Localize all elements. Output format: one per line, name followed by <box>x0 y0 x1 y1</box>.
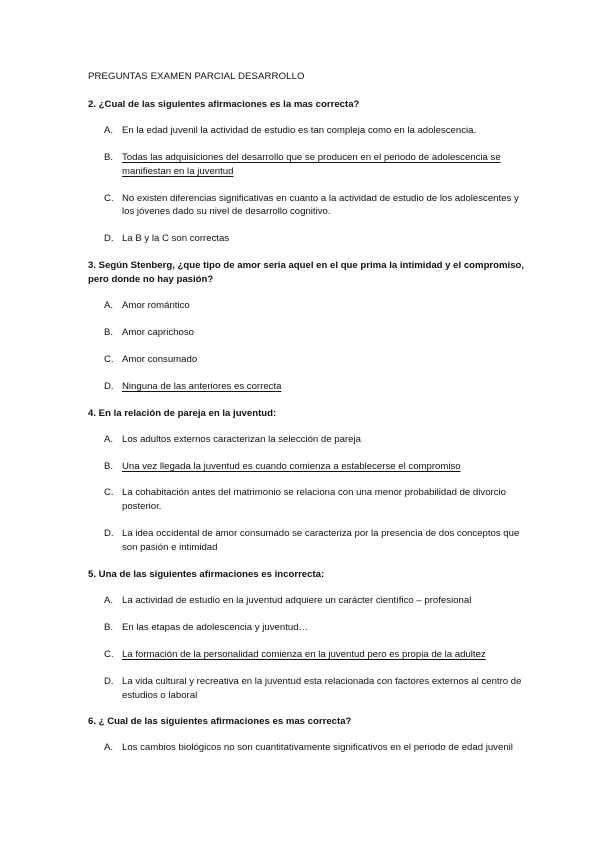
options-list <box>88 741 528 755</box>
option-letter: A. <box>104 594 114 606</box>
option-text: La vida cultural y recreativa en la juventud esta relacionada con factores externos al centro de estudios o laboral <box>122 675 522 701</box>
option-text: Los adultos externos caracterizan la selección de pareja <box>122 433 361 445</box>
option-item <box>88 433 528 447</box>
option-item <box>88 741 528 755</box>
option-text: En las etapas de adolescencia y juventud… <box>122 621 309 633</box>
option-letter: D. <box>104 528 114 540</box>
option-item <box>88 486 528 514</box>
option-item <box>88 460 528 474</box>
option-letter: A. <box>104 300 114 312</box>
questions-list <box>88 98 528 755</box>
question-5: 6. ¿ Cual de las siguientes afirmaciones es mas correcta? <box>88 716 352 728</box>
option-letter: A. <box>104 433 114 445</box>
option-text: Ninguna de las anteriores es correcta <box>122 380 282 392</box>
option-item <box>88 621 528 635</box>
option-item <box>88 192 528 220</box>
option-letter: B. <box>104 151 114 163</box>
option-letter: D. <box>104 380 114 392</box>
option-letter: C. <box>104 648 114 660</box>
option-letter: C. <box>104 487 114 499</box>
option-text: La formación de la personalidad comienza en la juventud pero es propia de la adultez <box>122 648 486 660</box>
option-letter: C. <box>104 192 114 204</box>
option-item <box>88 527 528 555</box>
option-item <box>88 594 528 608</box>
option-letter: D. <box>104 675 114 687</box>
options-list <box>88 299 528 394</box>
option-letter: B. <box>104 460 114 472</box>
option-text: No existen diferencias significativas en cuanto a la actividad de estudio de los adolescentes y los jóvenes dado su nivel de desarrollo cognitivo. <box>122 192 519 218</box>
option-letter: C. <box>104 353 114 365</box>
option-item <box>88 299 528 313</box>
option-item <box>88 353 528 367</box>
options-list <box>88 433 528 555</box>
document-title: PREGUNTAS EXAMEN PARCIAL DESARROLLO <box>88 71 305 82</box>
option-text: La B y la C son correctas <box>122 233 230 245</box>
question-3: 4. En la relación de pareja en la juventud: <box>88 407 277 419</box>
option-item <box>88 675 528 703</box>
question-2: 3. Según Stenberg, ¿que tipo de amor seria aquel en el que prima la intimidad y el compromiso, pero donde no hay pasión? <box>88 260 525 286</box>
option-text: Todas las adquisiciones del desarrollo que se producen en el periodo de adolescencia se manifiestan en la juventud <box>122 151 501 177</box>
option-item <box>88 124 528 138</box>
option-text: Amor caprichoso <box>122 326 194 338</box>
option-letter: A. <box>104 124 114 136</box>
option-item <box>88 326 528 340</box>
option-text: La cohabitación antes del matrimonio se relaciona con una menor probabilidad de divorcio posterior. <box>122 487 506 513</box>
options-list <box>88 124 528 246</box>
option-text: La idea occidental de amor consumado se caracteriza por la presencia de dos conceptos que son pasión e intimidad <box>122 528 520 554</box>
option-item <box>88 232 528 246</box>
option-letter: A. <box>104 742 114 754</box>
option-item <box>88 648 528 662</box>
option-text: Una vez llegada la juventud es cuando comienza a establecerse el compromiso <box>122 460 461 472</box>
option-letter: B. <box>104 621 114 633</box>
option-text: Los cambios biológicos no son cuantitativamente significativos en el periodo de edad juvenil <box>122 742 513 754</box>
option-item <box>88 151 528 179</box>
option-item <box>88 380 528 394</box>
option-text: La actividad de estudio en la juventud adquiere un carácter científico – profesional <box>122 594 472 606</box>
options-list <box>88 594 528 703</box>
option-letter: D. <box>104 233 114 245</box>
question-1: 2. ¿Cual de las siguientes afirmaciones es la mas correcta? <box>88 98 360 110</box>
option-text: En la edad juvenil la actividad de estudio es tan compleja como en la adolescencia. <box>122 124 477 136</box>
option-text: Amor consumado <box>122 353 198 365</box>
document-page <box>88 70 528 768</box>
option-letter: B. <box>104 326 114 338</box>
option-text: Amor romántico <box>122 300 190 312</box>
question-4: 5. Una de las siguientes afirmaciones es incorrecta: <box>88 569 325 581</box>
